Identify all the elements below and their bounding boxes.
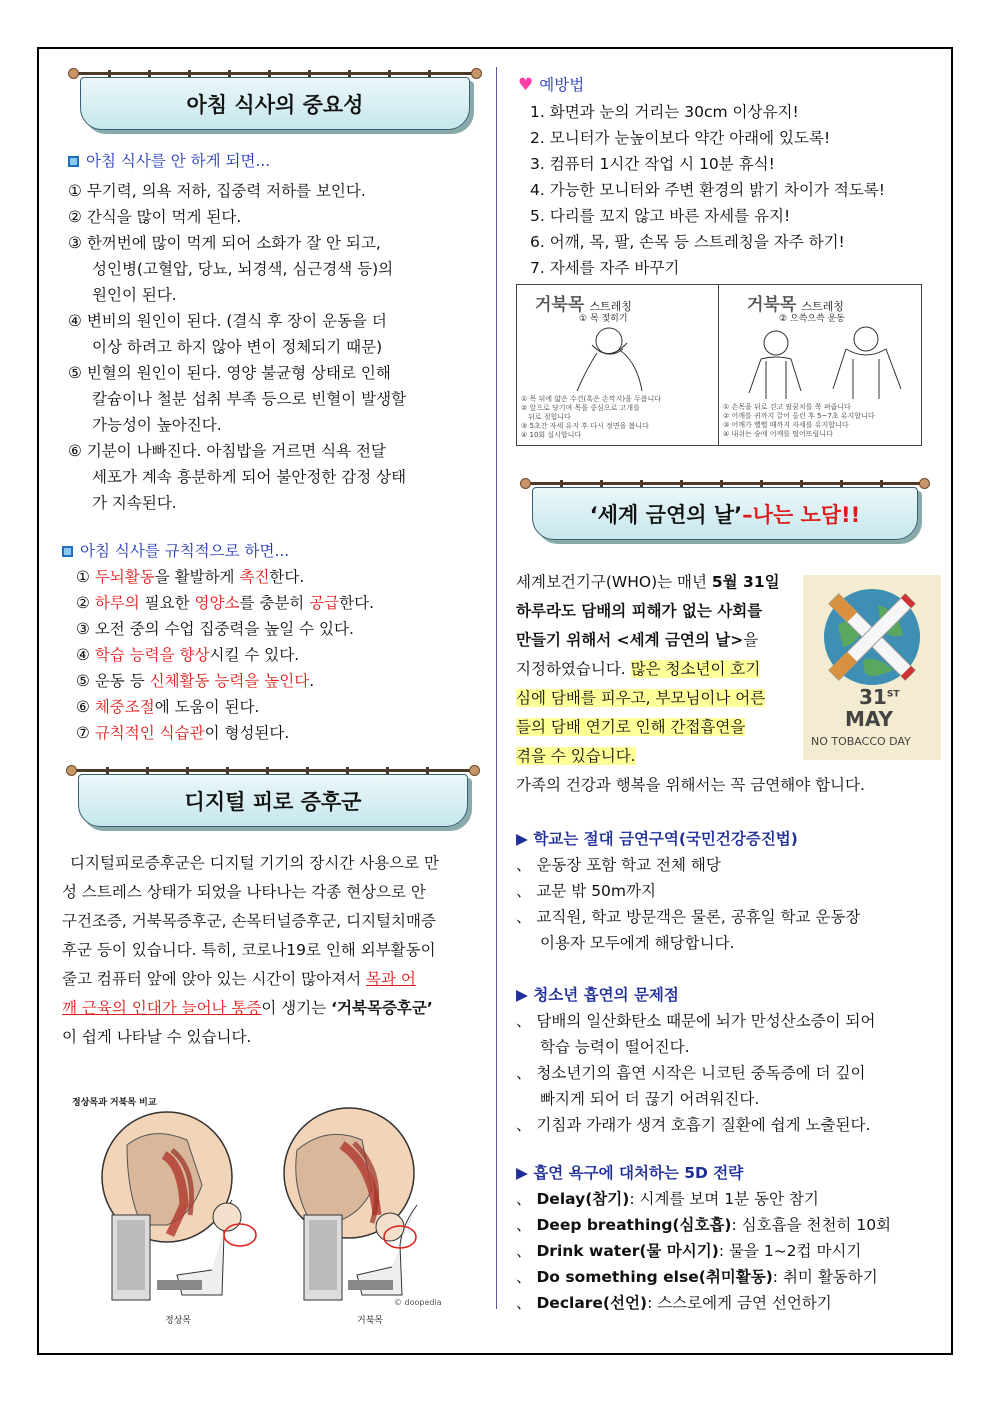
list-item-cont: 원인이 된다. [92,286,177,304]
figure-caption: 정상목과 거북목 비교 [72,1098,157,1108]
stretch-steps-left: ① 목 뒤에 얇은 수건(혹은 손깍지)을 두릅니다 ② 앞으로 당기며 목을 중심으로 고개를 뒤로 젖힙니다 ③ 5초간 자세 유지 후 다시 정면을 봅니다 ④ 10회 실시합니다 [521,395,662,439]
youth-heading: ▶ 청소년 흡연의 문제점 [516,986,679,1004]
square-bullet-icon [68,156,79,167]
stretch-illustration-right [721,321,921,401]
list-item: 、 운동장 포함 학교 전체 해당 [516,856,721,874]
neck-comparison-figure [72,1095,472,1330]
list-item-cont: 이용자 모두에게 해당합니다. [540,934,735,952]
paragraph-line: 들의 담배 연기로 인해 간접흡연을 [516,718,746,736]
prevention-heading: ♥ 예방법 [518,75,585,95]
stretch-title-left: 거북목 스트레칭 [535,295,632,315]
regular-heading: 아침 식사를 규칙적으로 하면... [62,538,289,564]
list-item: 、 Declare(선언): 스스로에게 금연 선언하기 [516,1294,832,1312]
paragraph-line: 심에 담배를 피우고, 부모님이나 어른 [516,689,766,707]
list-item: 1. 화면과 눈의 거리는 30cm 이상유지! [530,103,799,121]
paragraph-line: 후군 등이 있습니다. 특히, 코로나19로 인해 외부활동이 [62,941,436,959]
list-item: ② 간식을 많이 먹게 된다. [68,208,242,226]
square-bullet-icon [62,546,73,557]
list-item-cont: 학습 능력이 떨어진다. [540,1038,690,1056]
list-item: 5. 다리를 꼬지 않고 바른 자세를 유지! [530,207,791,225]
no-tobacco-poster [803,575,941,760]
list-item: ③ 오전 중의 수업 집중력을 높일 수 있다. [76,620,354,638]
list-item-cont: 가능성이 높아진다. [92,416,222,434]
list-item: 3. 컴퓨터 1시간 작업 시 10분 휴식! [530,155,775,173]
stretch-steps-right: ① 손목을 뒤로 걷고 팔꿈치를 쭉 펴줍니다 ② 어깨를 귀까지 끌어 올린 후 5~7초 유지합니다 ③ 어깨가 뻘뻘 때까지 자세를 유지합니다 ④ 내쉬는 숨에 어깨를 떨어뜨립니다 [723,403,875,438]
paragraph-line: 깨 근육의 인대가 늘어나 통증이 생기는 ‘거북목증후군’ [62,999,433,1017]
list-item: ⑤ 빈혈의 원인이 된다. 영양 불균형 상태로 인해 [68,364,391,382]
list-item-cont: 이상 하려고 하지 않아 변이 정체되기 때문) [92,338,383,356]
paragraph-line: 이 쉽게 나타날 수 있습니다. [62,1028,252,1046]
list-item: ② 하루의 필요한 영양소를 충분히 공급한다. [76,594,375,612]
paragraph-line: 줄고 컴퓨터 앞에 앉아 있는 시간이 많아져서 목과 어 [62,970,416,988]
banner-title: ‘세계 금연의 날’ –나는 노담!! [532,487,918,540]
paragraph-line: 성 스트레스 상태가 되었을 나타나는 각종 현상으로 안 [62,883,426,901]
paragraph-line: 디지털피로증후군은 디지털 기기의 장시간 사용으로 만 [70,854,440,872]
heart-icon: ♥ [518,75,534,95]
stretch-illustration-left [517,323,717,393]
list-item: ⑤ 운동 등 신체활동 능력을 높인다. [76,672,315,690]
poster-day: 31ST [859,685,900,709]
list-item: 6. 어깨, 목, 팔, 손목 등 스트레칭을 자주 하기! [530,233,845,251]
list-item-cont: 칼슘이나 철분 섭취 부족 등으로 빈혈이 발생할 [92,390,407,408]
crossed-cigarettes-icon [803,575,941,695]
paragraph-line: 겪을 수 있습니다. [516,747,636,765]
column-divider [496,67,497,1309]
paragraph-line: 세계보건기구(WHO)는 매년 5월 31일 [516,573,780,591]
list-item: 、 교문 밖 50m까지 [516,882,656,900]
list-item: ④ 학습 능력을 향상시킬 수 있다. [76,646,300,664]
neck-illustration [72,1105,472,1330]
label-turtle-neck: 거북목 [357,1316,384,1326]
stretch-figure [516,284,922,446]
list-item: 4. 가능한 모니터와 주변 환경의 밝기 차이가 적도록! [530,181,885,199]
list-item-cont: 성인병(고혈압, 당뇨, 뇌경색, 심근경색 등)의 [92,260,394,278]
banner-nosmoke [520,478,930,540]
list-item: ⑦ 규칙적인 식습관이 형성된다. [76,724,290,742]
stretch-title-right: 거북목 스트레칭 [747,295,844,315]
paragraph-line: 만들기 위해서 <세계 금연의 날>을 [516,631,759,649]
list-item-cont: 가 지속된다. [92,494,177,512]
list-item: 、 Deep breathing(심호흡): 심호흡을 천천히 10회 [516,1216,892,1234]
label-normal-neck: 정상목 [165,1316,192,1326]
list-item: ③ 한꺼번에 많이 먹게 되어 소화가 잘 안 되고, [68,234,381,252]
list-item: ① 두뇌활동을 활발하게 촉진한다. [76,568,305,586]
list-item-cont: 세포가 계속 흥분하게 되어 불안정한 감정 상태 [92,468,407,486]
list-item-cont: 빠지게 되어 더 끊기 어려워진다. [540,1090,760,1108]
list-item: 、 교직원, 학교 방문객은 물론, 공휴일 학교 운동장 [516,908,861,926]
list-item: 7. 자세를 자주 바꾸기 [530,259,680,277]
list-item: 2. 모니터가 눈높이보다 약간 아래에 있도록! [530,129,831,147]
list-item: 、 Delay(참기): 시계를 보며 1분 동안 참기 [516,1190,819,1208]
banner-digital [66,765,480,827]
list-item: ⑥ 기분이 나빠진다. 아침밥을 거르면 식욕 전달 [68,442,386,460]
paragraph-line: 가족의 건강과 행복을 위해서는 꼭 금연해야 합니다. [516,776,865,794]
list-item: ④ 변비의 원인이 된다. (결식 후 장이 운동을 더 [68,312,387,330]
figure-credit: © doopedia [394,1298,442,1307]
paragraph-line: 구건조증, 거북목증후군, 손목터널증후군, 디지털치매증 [62,912,436,930]
fived-heading: ▶ 흡연 욕구에 대처하는 5D 전략 [516,1164,744,1182]
paragraph-line: 지정하였습니다. 많은 청소년이 호기 [516,660,761,678]
banner-title: 아침 식사의 중요성 [80,77,470,130]
skip-heading: 아침 식사를 안 하게 되면... [68,148,270,174]
list-item: 、 Drink water(물 마시기): 물을 1~2컵 마시기 [516,1242,862,1260]
poster-text: NO TOBACCO DAY [811,735,911,748]
list-item: 、 Do something else(취미활동): 취미 활동하기 [516,1268,878,1286]
stretch-sub-left: ① 목 젖히기 [579,314,628,324]
paragraph-line: 하루라도 담배의 피해가 없는 사회를 [516,602,763,620]
list-item: ① 무기력, 의욕 저하, 집중력 저하를 보인다. [68,182,366,200]
stretch-sub-right: ② 으쓱으쓱 운동 [779,314,845,324]
poster-month: MAY [845,707,893,731]
banner-title: 디지털 피로 증후군 [78,774,468,827]
list-item: 、 청소년기의 흡연 시작은 니코틴 중독증에 더 깊이 [516,1064,866,1082]
list-item: ⑥ 체중조절에 도움이 된다. [76,698,260,716]
banner-breakfast [68,68,482,130]
list-item: 、 기침과 가래가 생겨 호흡기 질환에 쉽게 노출된다. [516,1116,871,1134]
list-item: 、 담배의 일산화탄소 때문에 뇌가 만성산소증이 되어 [516,1012,876,1030]
school-heading: ▶ 학교는 절대 금연구역(국민건강증진법) [516,830,798,848]
